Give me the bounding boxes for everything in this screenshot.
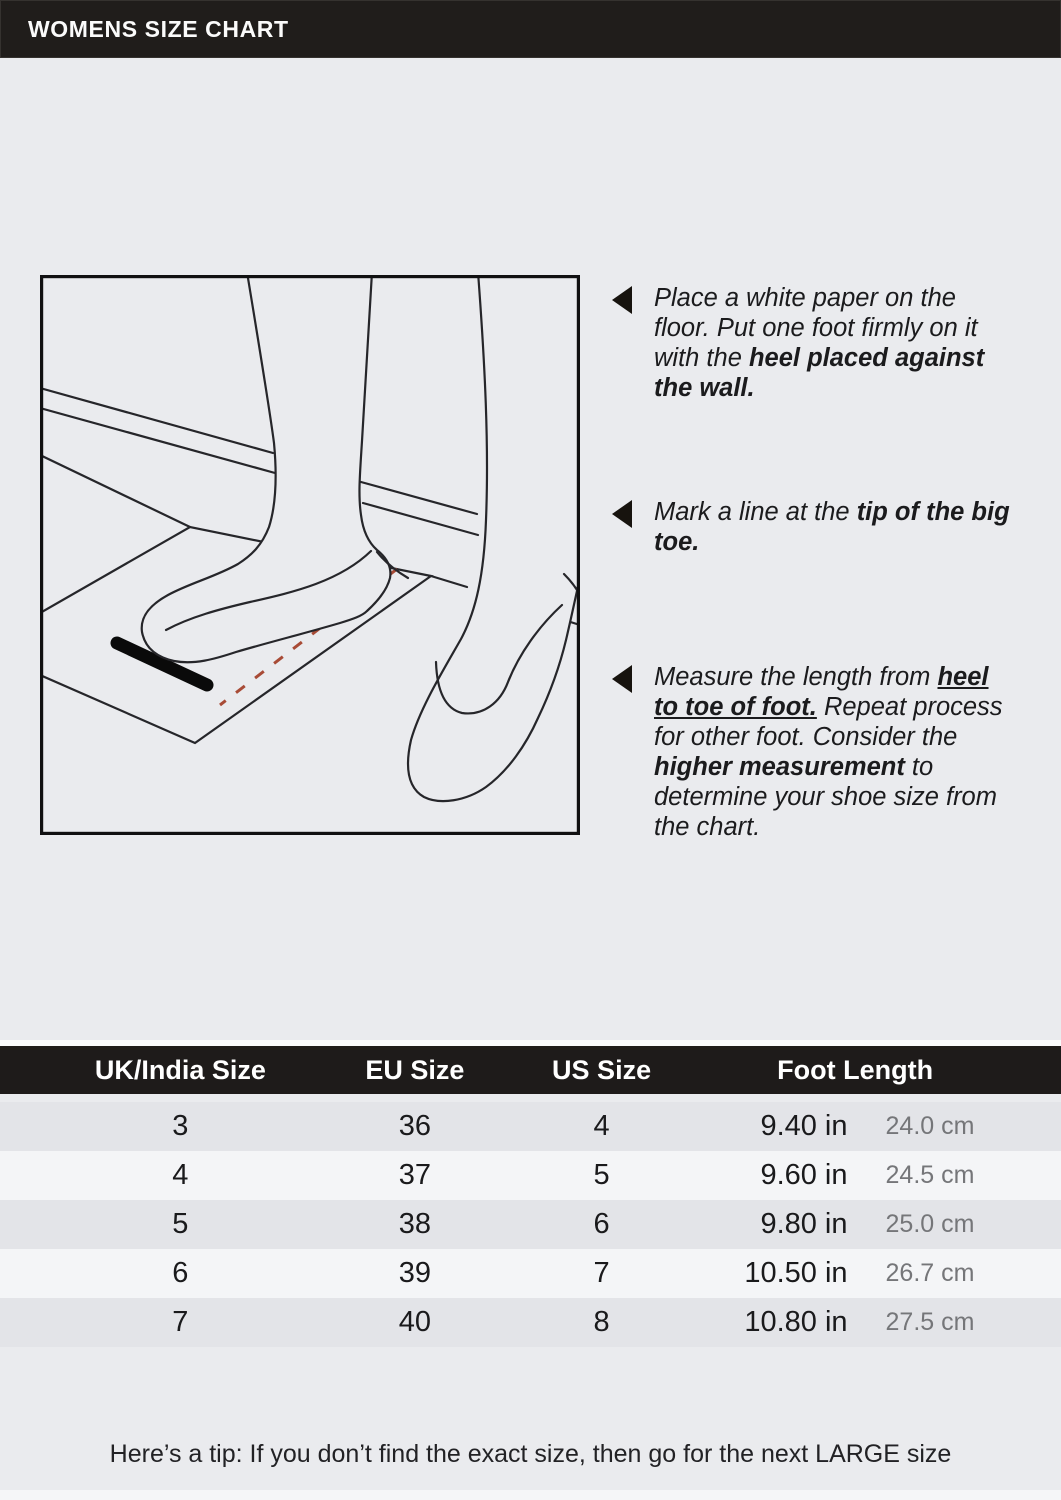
size-table-row bbox=[0, 1249, 1061, 1298]
size-table-row bbox=[0, 1102, 1061, 1151]
instruction-text: Mark a line at the tip of the big toe. bbox=[654, 498, 1010, 556]
size-table-body bbox=[0, 1102, 1061, 1347]
foot-measurement-illustration bbox=[40, 275, 580, 835]
cell-inch: 10.80 in bbox=[744, 1306, 848, 1338]
cell-cm: 24.5 cm bbox=[885, 1161, 975, 1189]
column-header-eu-size: EU Size bbox=[365, 1054, 465, 1085]
instruction-step-2 bbox=[612, 497, 1016, 557]
cell-cm: 25.0 cm bbox=[885, 1210, 975, 1238]
cell-cm: 24.0 cm bbox=[885, 1112, 975, 1140]
cell-eu: 40 bbox=[398, 1306, 431, 1338]
cell-inch: 9.80 in bbox=[760, 1208, 848, 1240]
cell-uk: 7 bbox=[172, 1306, 189, 1338]
cell-us: 5 bbox=[593, 1159, 610, 1191]
left-leg-foot bbox=[142, 275, 391, 662]
cell-inch: 9.60 in bbox=[760, 1159, 848, 1191]
foot-measurement-drawing bbox=[40, 275, 580, 835]
column-header-uk-india-size: UK/India Size bbox=[94, 1054, 266, 1085]
cell-uk: 6 bbox=[172, 1257, 189, 1289]
size-table-row bbox=[0, 1298, 1061, 1347]
instruction-step-1 bbox=[612, 283, 1016, 403]
instruction-text: Measure the length from heel to toe of foot. Repeat process for other foot. Consider the higher measurement to determine your shoe size from the chart. bbox=[654, 663, 1003, 841]
left-triangle-marker-icon bbox=[612, 665, 632, 693]
column-header-us-size: US Size bbox=[552, 1054, 652, 1085]
page-title: WOMENS SIZE CHART bbox=[28, 15, 289, 42]
cell-eu: 36 bbox=[398, 1110, 431, 1142]
size-table-header bbox=[0, 1046, 1061, 1094]
page-header bbox=[0, 0, 1061, 58]
left-triangle-marker-icon bbox=[612, 286, 632, 314]
left-triangle-marker-icon bbox=[612, 500, 632, 528]
size-table-row bbox=[0, 1200, 1061, 1249]
right-leg-foot bbox=[408, 275, 580, 801]
cell-uk: 5 bbox=[172, 1208, 189, 1240]
cell-inch: 10.50 in bbox=[744, 1257, 848, 1289]
cell-eu: 38 bbox=[398, 1208, 431, 1240]
cell-eu: 39 bbox=[398, 1257, 431, 1289]
cell-us: 6 bbox=[593, 1208, 610, 1240]
cell-us: 7 bbox=[593, 1257, 610, 1289]
baseboard-lines bbox=[40, 388, 478, 535]
cell-uk: 3 bbox=[172, 1110, 189, 1142]
size-tip: Here’s a tip: If you don’t find the exact size, then go for the next LARGE size bbox=[109, 1440, 952, 1468]
instruction-step-3 bbox=[612, 662, 1016, 842]
column-header-foot-length: Foot Length bbox=[777, 1054, 934, 1085]
cell-cm: 27.5 cm bbox=[885, 1308, 975, 1336]
instruction-text: Place a white paper on the floor. Put one foot firmly on it with the heel placed against the wall. bbox=[654, 284, 985, 402]
cell-us: 8 bbox=[593, 1306, 610, 1338]
bottom-strip bbox=[0, 1490, 1061, 1500]
cell-us: 4 bbox=[593, 1110, 610, 1142]
cell-uk: 4 bbox=[172, 1159, 189, 1191]
cell-eu: 37 bbox=[398, 1159, 431, 1191]
cell-inch: 9.40 in bbox=[760, 1110, 848, 1142]
size-table-row bbox=[0, 1151, 1061, 1200]
cell-cm: 26.7 cm bbox=[885, 1259, 975, 1287]
